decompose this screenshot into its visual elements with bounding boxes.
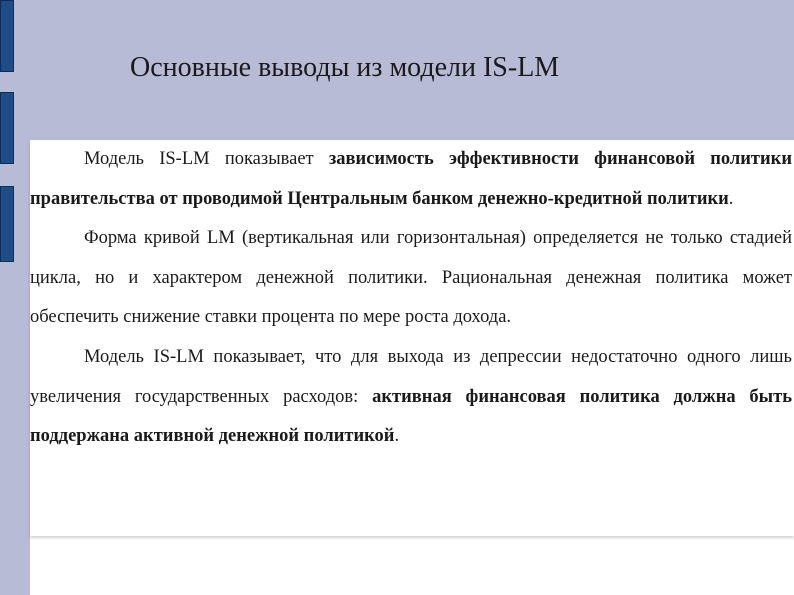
paragraph-1-emphasis: зависимость эффективности финансовой политики правительства от проводимой Центральным банком денежно-кредитной политики <box>30 149 792 209</box>
paragraph-2 <box>30 219 794 338</box>
paragraph-1-text: Модель IS-LM показывает <box>84 149 329 169</box>
paragraph-1-end: . <box>728 188 734 209</box>
side-decoration-tab-1 <box>0 0 14 72</box>
paragraph-1 <box>30 140 794 219</box>
paragraph-3-emphasis: активная финансовая политика должна быть поддержана активной денежной политикой <box>30 386 792 447</box>
content-text-box <box>30 140 794 536</box>
content-body <box>30 140 794 457</box>
side-decoration-tab-3 <box>0 186 14 262</box>
side-decoration-tab-2 <box>0 92 14 164</box>
paragraph-3 <box>30 338 794 457</box>
slide-title: Основные выводы из модели IS-LM <box>130 52 560 83</box>
paragraph-3-text: Модель IS-LM показывает, что для выхода из депрессии недостаточно одного лишь увеличения государственных расходов: <box>30 346 792 407</box>
paragraph-3-end: . <box>394 426 400 447</box>
paragraph-2-text: Форма кривой LM (вертикальная или горизонтальная) определяется не только стадией цикла, но и характером денежной политики. Рациональная денежная политика может обеспечить снижение ставки процента по мере роста дохода. <box>30 228 792 328</box>
